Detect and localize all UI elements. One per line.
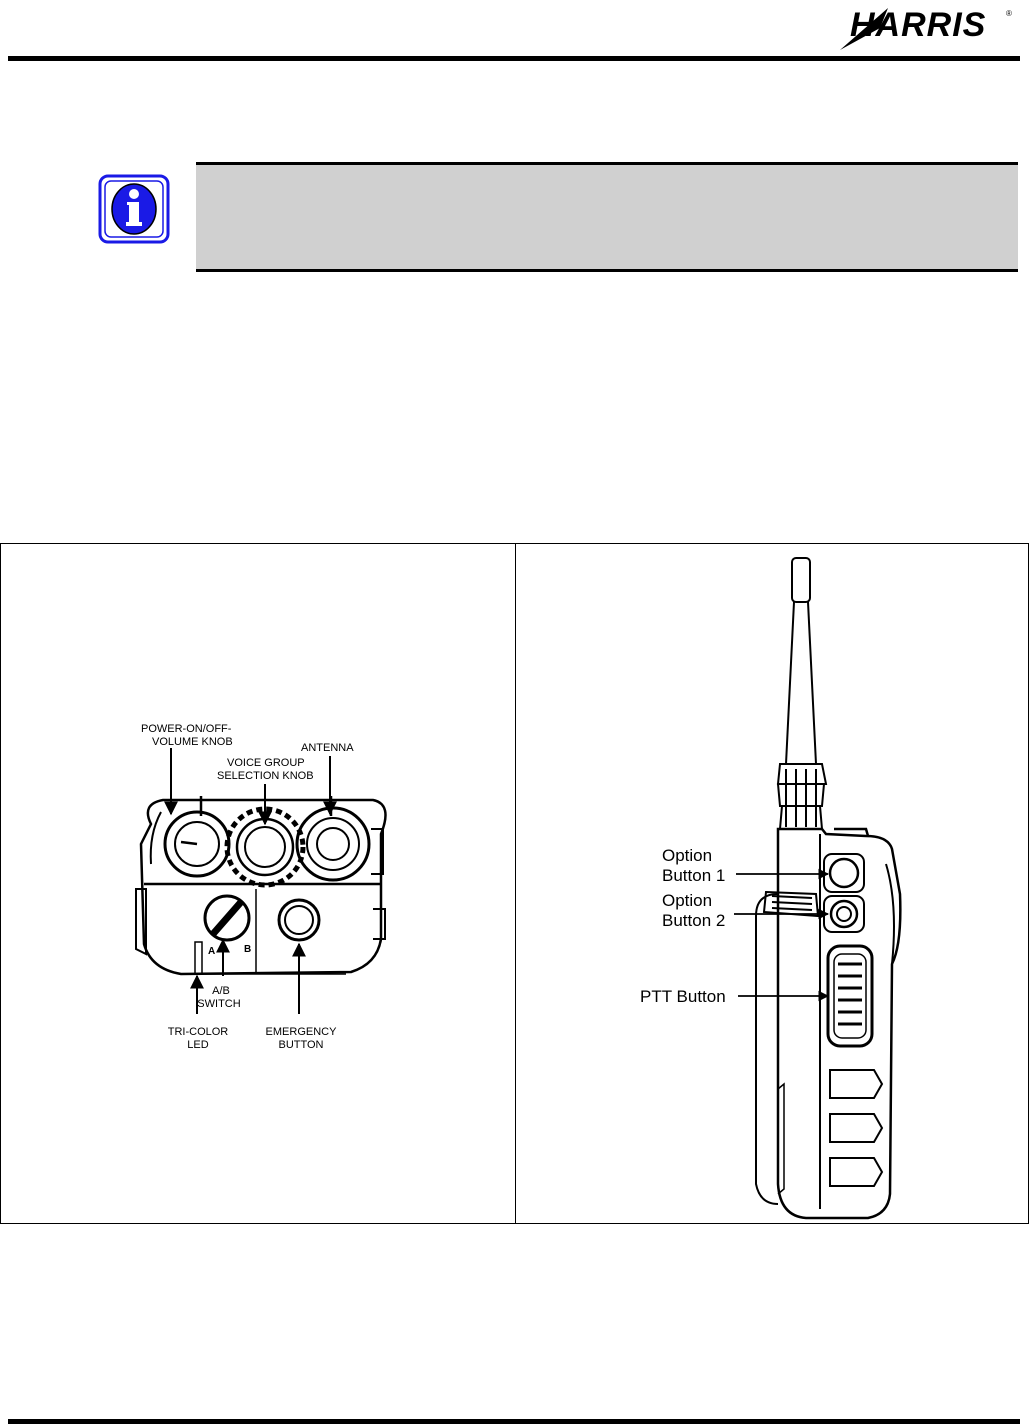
side-antenna xyxy=(778,558,826,829)
tri-color-led-shape xyxy=(195,942,202,974)
label-ab-switch-2: SWITCH xyxy=(197,998,241,1010)
label-emergency-2: BUTTON xyxy=(278,1039,324,1051)
header-rule xyxy=(8,56,1020,61)
option-button-1 xyxy=(824,854,864,892)
radio-side-view xyxy=(516,544,1028,1223)
label-power-knob-1: POWER-ON/OFF- xyxy=(141,723,232,735)
switch-label-b: B xyxy=(244,944,252,955)
radio-top-view xyxy=(1,544,515,1223)
label-ptt-button: PTT Button xyxy=(640,987,726,1006)
label-voice-group-1: VOICE GROUP xyxy=(227,757,305,769)
label-power-knob-2: VOLUME KNOB xyxy=(152,736,233,748)
label-option-button-2-line1: Option xyxy=(662,891,713,910)
label-voice-group-2: SELECTION KNOB xyxy=(217,770,314,782)
power-volume-knob xyxy=(165,812,229,876)
harris-logo xyxy=(828,0,1018,52)
antenna-base xyxy=(297,808,369,880)
label-option-button-1-line1: Option xyxy=(662,846,713,865)
footer-rule xyxy=(8,1419,1020,1424)
belt-clip xyxy=(764,892,818,916)
logo-registered-mark: ® xyxy=(1006,9,1012,18)
note-box xyxy=(196,162,1018,272)
figure-table xyxy=(0,543,1029,1224)
label-tri-color-1: TRI-COLOR xyxy=(167,1026,229,1038)
ptt-button xyxy=(828,946,872,1046)
label-option-button-2-line2: Button 2 xyxy=(662,911,726,930)
label-tri-color-2: LED xyxy=(187,1039,209,1051)
info-icon xyxy=(98,174,170,244)
switch-label-a: A xyxy=(208,946,216,957)
label-ab-switch-1: A/B xyxy=(212,985,230,997)
ab-switch xyxy=(205,896,249,940)
label-emergency-1: EMERGENCY xyxy=(265,1026,337,1038)
side-grips xyxy=(830,1070,882,1186)
logo-wordmark: HARRIS xyxy=(850,6,987,44)
option-button-2 xyxy=(824,896,864,932)
label-option-button-1-line2: Button 1 xyxy=(662,866,726,885)
emergency-button-shape xyxy=(279,900,319,940)
label-antenna: ANTENNA xyxy=(301,742,354,754)
